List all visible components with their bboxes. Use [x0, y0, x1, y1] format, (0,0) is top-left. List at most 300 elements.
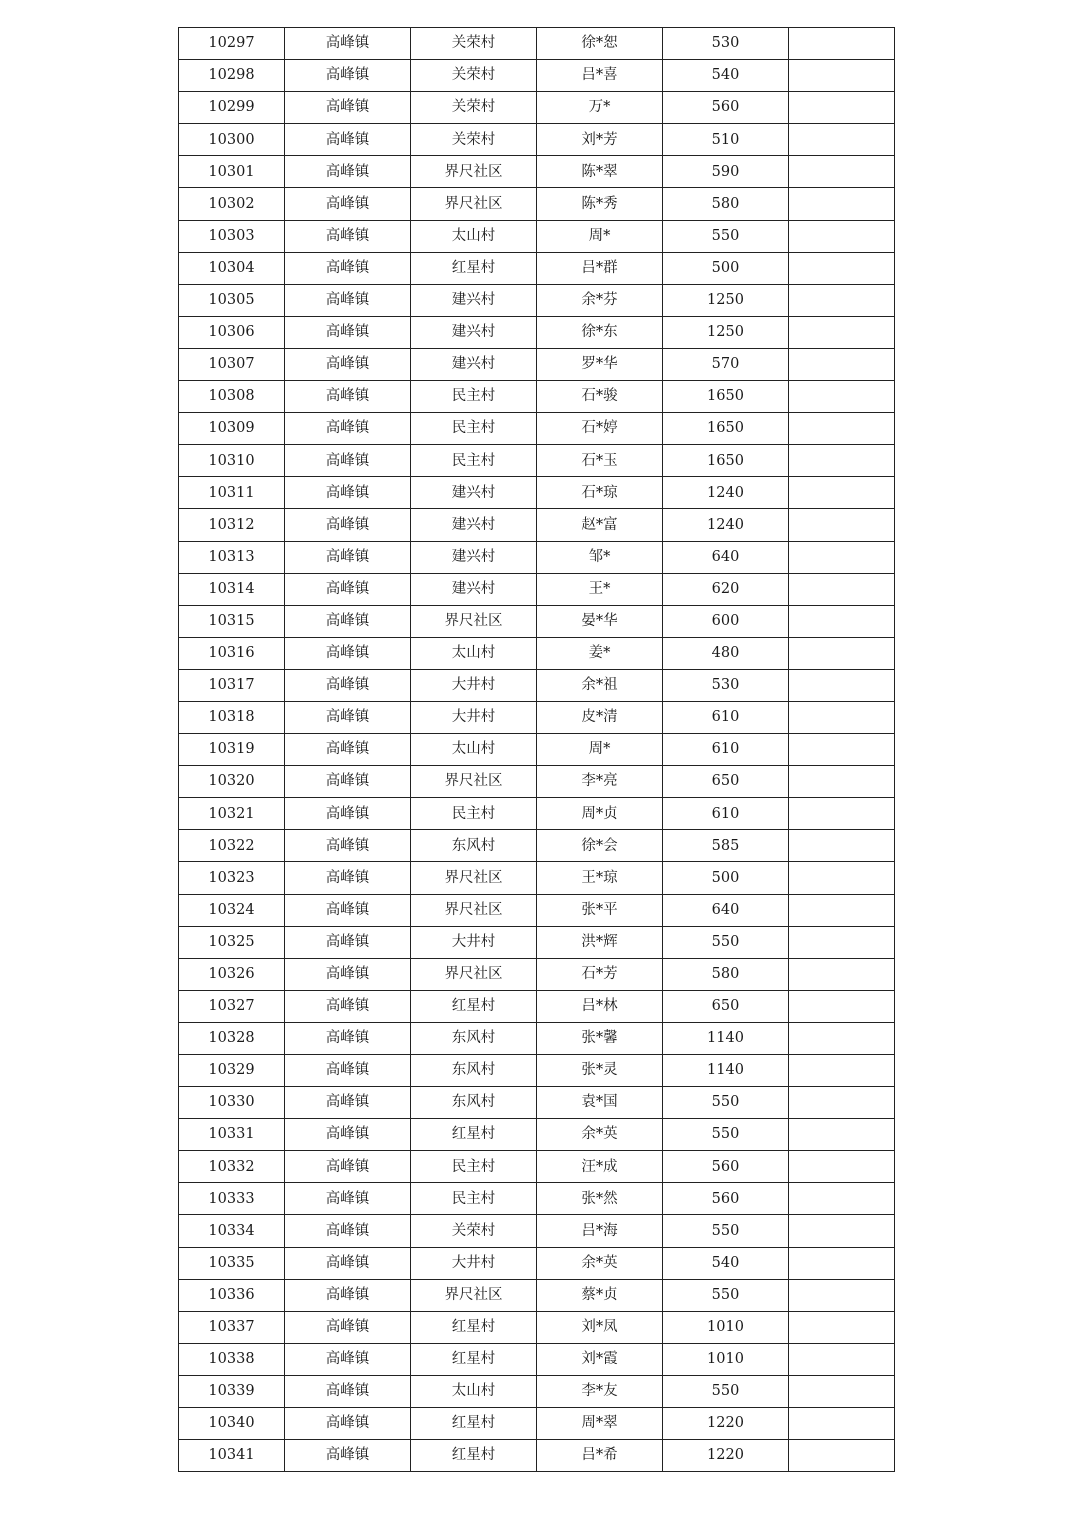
village-cell: 关荣村: [411, 92, 537, 124]
village-cell: 红星村: [411, 1343, 537, 1375]
amount-cell: 1220: [663, 1440, 789, 1472]
note-cell: [789, 445, 895, 477]
note-cell: [789, 701, 895, 733]
village-cell: 红星村: [411, 1311, 537, 1343]
name-cell: 赵*富: [537, 509, 663, 541]
record-id-cell: 10328: [179, 1022, 285, 1054]
table-row: [179, 284, 895, 316]
town-cell: 高峰镇: [285, 252, 411, 284]
village-cell: 民主村: [411, 381, 537, 413]
name-cell: 周*翠: [537, 1408, 663, 1440]
village-cell: 建兴村: [411, 573, 537, 605]
town-cell: 高峰镇: [285, 60, 411, 92]
table-row: [179, 1247, 895, 1279]
amount-cell: 1010: [663, 1311, 789, 1343]
amount-cell: 1010: [663, 1343, 789, 1375]
record-id-cell: 10332: [179, 1151, 285, 1183]
village-cell: 界尺社区: [411, 1279, 537, 1311]
name-cell: 石*芳: [537, 958, 663, 990]
amount-cell: 640: [663, 541, 789, 573]
note-cell: [789, 413, 895, 445]
village-cell: 民主村: [411, 1183, 537, 1215]
name-cell: 张*然: [537, 1183, 663, 1215]
table-row: [179, 381, 895, 413]
village-cell: 建兴村: [411, 541, 537, 573]
name-cell: 洪*辉: [537, 926, 663, 958]
name-cell: 李*友: [537, 1375, 663, 1407]
name-cell: 余*芬: [537, 284, 663, 316]
village-cell: 东风村: [411, 1087, 537, 1119]
name-cell: 刘*芳: [537, 124, 663, 156]
table-row: [179, 124, 895, 156]
table-row: [179, 958, 895, 990]
name-cell: 汪*成: [537, 1151, 663, 1183]
town-cell: 高峰镇: [285, 1343, 411, 1375]
note-cell: [789, 1215, 895, 1247]
town-cell: 高峰镇: [285, 348, 411, 380]
village-cell: 关荣村: [411, 1215, 537, 1247]
town-cell: 高峰镇: [285, 509, 411, 541]
town-cell: 高峰镇: [285, 926, 411, 958]
amount-cell: 550: [663, 220, 789, 252]
name-cell: 袁*国: [537, 1087, 663, 1119]
table-row: [179, 252, 895, 284]
table-row: [179, 701, 895, 733]
record-id-cell: 10329: [179, 1055, 285, 1087]
table-row: [179, 316, 895, 348]
note-cell: [789, 990, 895, 1022]
amount-cell: 500: [663, 252, 789, 284]
amount-cell: 640: [663, 894, 789, 926]
village-cell: 界尺社区: [411, 862, 537, 894]
town-cell: 高峰镇: [285, 1151, 411, 1183]
note-cell: [789, 637, 895, 669]
table-row: [179, 605, 895, 637]
table-row: [179, 220, 895, 252]
amount-cell: 610: [663, 798, 789, 830]
note-cell: [789, 894, 895, 926]
town-cell: 高峰镇: [285, 862, 411, 894]
town-cell: 高峰镇: [285, 92, 411, 124]
record-id-cell: 10341: [179, 1440, 285, 1472]
note-cell: [789, 734, 895, 766]
amount-cell: 480: [663, 637, 789, 669]
village-cell: 建兴村: [411, 316, 537, 348]
table-row: [179, 990, 895, 1022]
amount-cell: 510: [663, 124, 789, 156]
village-cell: 建兴村: [411, 348, 537, 380]
record-id-cell: 10333: [179, 1183, 285, 1215]
town-cell: 高峰镇: [285, 188, 411, 220]
village-cell: 东风村: [411, 1055, 537, 1087]
town-cell: 高峰镇: [285, 1375, 411, 1407]
town-cell: 高峰镇: [285, 958, 411, 990]
village-cell: 界尺社区: [411, 766, 537, 798]
record-id-cell: 10297: [179, 28, 285, 60]
amount-cell: 530: [663, 669, 789, 701]
table-row: [179, 669, 895, 701]
name-cell: 吕*林: [537, 990, 663, 1022]
town-cell: 高峰镇: [285, 990, 411, 1022]
town-cell: 高峰镇: [285, 1247, 411, 1279]
table-row: [179, 188, 895, 220]
village-cell: 界尺社区: [411, 605, 537, 637]
village-cell: 大井村: [411, 669, 537, 701]
note-cell: [789, 220, 895, 252]
note-cell: [789, 92, 895, 124]
village-cell: 关荣村: [411, 28, 537, 60]
table-row: [179, 92, 895, 124]
amount-cell: 540: [663, 1247, 789, 1279]
record-id-cell: 10339: [179, 1375, 285, 1407]
amount-cell: 1650: [663, 445, 789, 477]
town-cell: 高峰镇: [285, 1119, 411, 1151]
amount-cell: 1240: [663, 509, 789, 541]
table-row: [179, 413, 895, 445]
amount-cell: 580: [663, 958, 789, 990]
amount-cell: 1250: [663, 284, 789, 316]
record-id-cell: 10316: [179, 637, 285, 669]
town-cell: 高峰镇: [285, 1215, 411, 1247]
town-cell: 高峰镇: [285, 316, 411, 348]
note-cell: [789, 862, 895, 894]
name-cell: 晏*华: [537, 605, 663, 637]
record-id-cell: 10306: [179, 316, 285, 348]
note-cell: [789, 1408, 895, 1440]
name-cell: 石*琼: [537, 477, 663, 509]
village-cell: 红星村: [411, 252, 537, 284]
town-cell: 高峰镇: [285, 1183, 411, 1215]
note-cell: [789, 1183, 895, 1215]
amount-cell: 550: [663, 1087, 789, 1119]
village-cell: 太山村: [411, 1375, 537, 1407]
record-id-cell: 10303: [179, 220, 285, 252]
name-cell: 邹*: [537, 541, 663, 573]
town-cell: 高峰镇: [285, 477, 411, 509]
note-cell: [789, 477, 895, 509]
village-cell: 建兴村: [411, 284, 537, 316]
village-cell: 界尺社区: [411, 188, 537, 220]
village-cell: 红星村: [411, 990, 537, 1022]
record-id-cell: 10319: [179, 734, 285, 766]
table-row: [179, 573, 895, 605]
town-cell: 高峰镇: [285, 798, 411, 830]
record-id-cell: 10314: [179, 573, 285, 605]
name-cell: 徐*恕: [537, 28, 663, 60]
amount-cell: 580: [663, 188, 789, 220]
record-id-cell: 10298: [179, 60, 285, 92]
note-cell: [789, 124, 895, 156]
town-cell: 高峰镇: [285, 734, 411, 766]
note-cell: [789, 766, 895, 798]
name-cell: 周*贞: [537, 798, 663, 830]
village-cell: 东风村: [411, 1022, 537, 1054]
note-cell: [789, 381, 895, 413]
village-cell: 大井村: [411, 1247, 537, 1279]
town-cell: 高峰镇: [285, 1279, 411, 1311]
village-cell: 太山村: [411, 220, 537, 252]
note-cell: [789, 284, 895, 316]
town-cell: 高峰镇: [285, 1408, 411, 1440]
village-cell: 建兴村: [411, 477, 537, 509]
town-cell: 高峰镇: [285, 669, 411, 701]
amount-cell: 590: [663, 156, 789, 188]
town-cell: 高峰镇: [285, 1087, 411, 1119]
record-id-cell: 10299: [179, 92, 285, 124]
name-cell: 周*: [537, 220, 663, 252]
amount-cell: 550: [663, 1279, 789, 1311]
note-cell: [789, 1375, 895, 1407]
record-id-cell: 10338: [179, 1343, 285, 1375]
table-row: [179, 60, 895, 92]
name-cell: 吕*海: [537, 1215, 663, 1247]
record-id-cell: 10323: [179, 862, 285, 894]
village-cell: 民主村: [411, 445, 537, 477]
village-cell: 红星村: [411, 1408, 537, 1440]
note-cell: [789, 669, 895, 701]
name-cell: 陈*秀: [537, 188, 663, 220]
note-cell: [789, 541, 895, 573]
amount-cell: 650: [663, 766, 789, 798]
name-cell: 刘*霞: [537, 1343, 663, 1375]
town-cell: 高峰镇: [285, 1311, 411, 1343]
town-cell: 高峰镇: [285, 637, 411, 669]
table-row: [179, 1087, 895, 1119]
note-cell: [789, 798, 895, 830]
note-cell: [789, 1151, 895, 1183]
name-cell: 刘*凤: [537, 1311, 663, 1343]
amount-cell: 1240: [663, 477, 789, 509]
village-cell: 太山村: [411, 637, 537, 669]
record-id-cell: 10305: [179, 284, 285, 316]
town-cell: 高峰镇: [285, 605, 411, 637]
record-id-cell: 10340: [179, 1408, 285, 1440]
record-id-cell: 10308: [179, 381, 285, 413]
town-cell: 高峰镇: [285, 1055, 411, 1087]
village-cell: 界尺社区: [411, 894, 537, 926]
village-cell: 关荣村: [411, 60, 537, 92]
village-cell: 红星村: [411, 1440, 537, 1472]
note-cell: [789, 1343, 895, 1375]
name-cell: 吕*喜: [537, 60, 663, 92]
town-cell: 高峰镇: [285, 573, 411, 605]
amount-cell: 620: [663, 573, 789, 605]
record-id-cell: 10322: [179, 830, 285, 862]
town-cell: 高峰镇: [285, 156, 411, 188]
record-id-cell: 10337: [179, 1311, 285, 1343]
village-cell: 建兴村: [411, 509, 537, 541]
note-cell: [789, 348, 895, 380]
record-id-cell: 10318: [179, 701, 285, 733]
records-table: [178, 27, 895, 1472]
table-row: [179, 28, 895, 60]
town-cell: 高峰镇: [285, 284, 411, 316]
table-row: [179, 1408, 895, 1440]
name-cell: 王*: [537, 573, 663, 605]
table-row: [179, 894, 895, 926]
name-cell: 张*平: [537, 894, 663, 926]
table-row: [179, 348, 895, 380]
table-row: [179, 1279, 895, 1311]
village-cell: 太山村: [411, 734, 537, 766]
name-cell: 蔡*贞: [537, 1279, 663, 1311]
note-cell: [789, 1055, 895, 1087]
village-cell: 关荣村: [411, 124, 537, 156]
table-row: [179, 1440, 895, 1472]
name-cell: 陈*翠: [537, 156, 663, 188]
amount-cell: 500: [663, 862, 789, 894]
village-cell: 界尺社区: [411, 156, 537, 188]
table-row: [179, 862, 895, 894]
table-row: [179, 1119, 895, 1151]
note-cell: [789, 1087, 895, 1119]
record-id-cell: 10326: [179, 958, 285, 990]
record-id-cell: 10321: [179, 798, 285, 830]
name-cell: 姜*: [537, 637, 663, 669]
name-cell: 万*: [537, 92, 663, 124]
table-row: [179, 1311, 895, 1343]
name-cell: 吕*群: [537, 252, 663, 284]
name-cell: 徐*会: [537, 830, 663, 862]
village-cell: 界尺社区: [411, 958, 537, 990]
town-cell: 高峰镇: [285, 381, 411, 413]
village-cell: 红星村: [411, 1119, 537, 1151]
note-cell: [789, 28, 895, 60]
amount-cell: 550: [663, 1119, 789, 1151]
town-cell: 高峰镇: [285, 766, 411, 798]
amount-cell: 650: [663, 990, 789, 1022]
table-row: [179, 445, 895, 477]
amount-cell: 560: [663, 1151, 789, 1183]
town-cell: 高峰镇: [285, 28, 411, 60]
amount-cell: 1650: [663, 381, 789, 413]
town-cell: 高峰镇: [285, 413, 411, 445]
table-row: [179, 926, 895, 958]
note-cell: [789, 926, 895, 958]
table-row: [179, 734, 895, 766]
note-cell: [789, 573, 895, 605]
name-cell: 张*馨: [537, 1022, 663, 1054]
town-cell: 高峰镇: [285, 541, 411, 573]
name-cell: 余*英: [537, 1119, 663, 1151]
note-cell: [789, 1279, 895, 1311]
records-table-body: [179, 28, 895, 1472]
amount-cell: 600: [663, 605, 789, 637]
amount-cell: 610: [663, 734, 789, 766]
record-id-cell: 10309: [179, 413, 285, 445]
note-cell: [789, 1119, 895, 1151]
amount-cell: 570: [663, 348, 789, 380]
record-id-cell: 10310: [179, 445, 285, 477]
record-id-cell: 10313: [179, 541, 285, 573]
name-cell: 石*婷: [537, 413, 663, 445]
name-cell: 余*祖: [537, 669, 663, 701]
record-id-cell: 10315: [179, 605, 285, 637]
document-page: [178, 27, 894, 1472]
table-row: [179, 541, 895, 573]
record-id-cell: 10320: [179, 766, 285, 798]
record-id-cell: 10312: [179, 509, 285, 541]
note-cell: [789, 958, 895, 990]
village-cell: 民主村: [411, 798, 537, 830]
table-row: [179, 1343, 895, 1375]
table-row: [179, 830, 895, 862]
table-row: [179, 1022, 895, 1054]
amount-cell: 1140: [663, 1055, 789, 1087]
town-cell: 高峰镇: [285, 124, 411, 156]
town-cell: 高峰镇: [285, 445, 411, 477]
amount-cell: 540: [663, 60, 789, 92]
table-row: [179, 1375, 895, 1407]
note-cell: [789, 1247, 895, 1279]
record-id-cell: 10324: [179, 894, 285, 926]
name-cell: 石*骏: [537, 381, 663, 413]
name-cell: 石*玉: [537, 445, 663, 477]
note-cell: [789, 188, 895, 220]
village-cell: 大井村: [411, 701, 537, 733]
table-row: [179, 1215, 895, 1247]
table-row: [179, 477, 895, 509]
village-cell: 东风村: [411, 830, 537, 862]
table-row: [179, 1055, 895, 1087]
note-cell: [789, 1022, 895, 1054]
name-cell: 罗*华: [537, 348, 663, 380]
amount-cell: 550: [663, 1215, 789, 1247]
amount-cell: 585: [663, 830, 789, 862]
table-row: [179, 1183, 895, 1215]
amount-cell: 610: [663, 701, 789, 733]
record-id-cell: 10317: [179, 669, 285, 701]
amount-cell: 1650: [663, 413, 789, 445]
record-id-cell: 10300: [179, 124, 285, 156]
table-row: [179, 509, 895, 541]
amount-cell: 560: [663, 1183, 789, 1215]
record-id-cell: 10330: [179, 1087, 285, 1119]
record-id-cell: 10311: [179, 477, 285, 509]
record-id-cell: 10325: [179, 926, 285, 958]
record-id-cell: 10307: [179, 348, 285, 380]
note-cell: [789, 1440, 895, 1472]
town-cell: 高峰镇: [285, 1440, 411, 1472]
amount-cell: 1140: [663, 1022, 789, 1054]
table-row: [179, 1151, 895, 1183]
record-id-cell: 10335: [179, 1247, 285, 1279]
record-id-cell: 10334: [179, 1215, 285, 1247]
record-id-cell: 10336: [179, 1279, 285, 1311]
name-cell: 吕*希: [537, 1440, 663, 1472]
table-row: [179, 156, 895, 188]
note-cell: [789, 156, 895, 188]
note-cell: [789, 60, 895, 92]
amount-cell: 550: [663, 1375, 789, 1407]
record-id-cell: 10302: [179, 188, 285, 220]
name-cell: 张*灵: [537, 1055, 663, 1087]
village-cell: 大井村: [411, 926, 537, 958]
town-cell: 高峰镇: [285, 701, 411, 733]
amount-cell: 1220: [663, 1408, 789, 1440]
name-cell: 皮*清: [537, 701, 663, 733]
record-id-cell: 10301: [179, 156, 285, 188]
name-cell: 余*英: [537, 1247, 663, 1279]
note-cell: [789, 316, 895, 348]
town-cell: 高峰镇: [285, 894, 411, 926]
town-cell: 高峰镇: [285, 220, 411, 252]
village-cell: 民主村: [411, 413, 537, 445]
table-row: [179, 766, 895, 798]
amount-cell: 550: [663, 926, 789, 958]
name-cell: 徐*东: [537, 316, 663, 348]
name-cell: 王*琼: [537, 862, 663, 894]
